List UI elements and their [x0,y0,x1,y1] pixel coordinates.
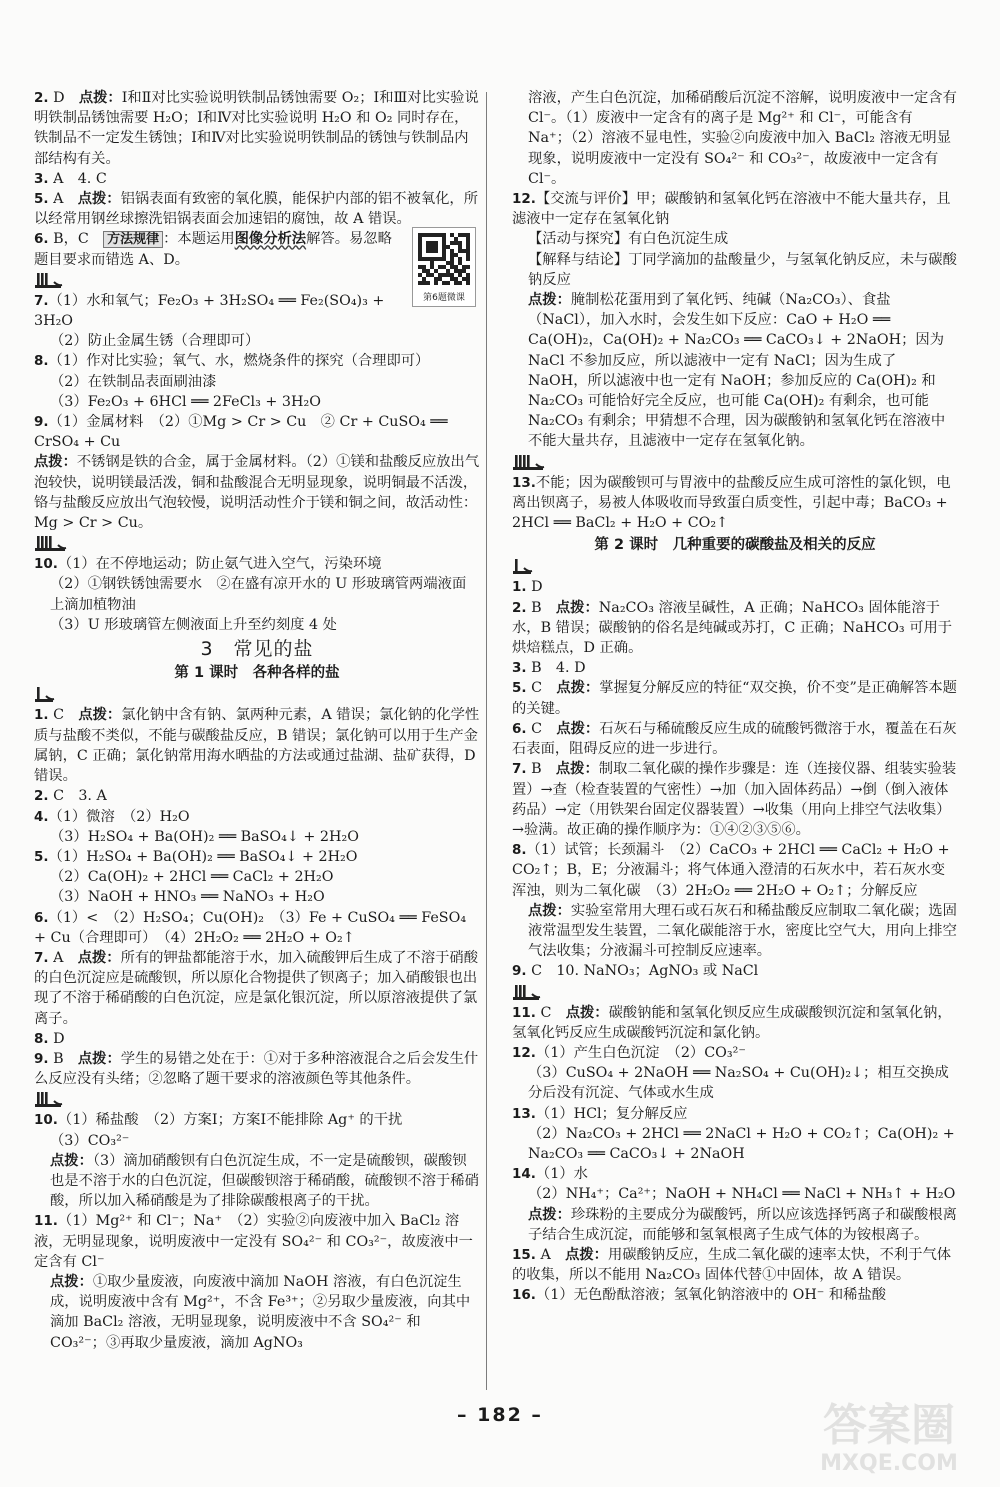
page-number: – 182 – [457,1404,543,1426]
question-number: 3. [512,660,527,677]
level-1-icon [512,557,958,577]
right-column [512,88,958,1306]
question-number: 9. [512,963,527,980]
hint-label: 点拨： [565,1246,608,1263]
question-number: 12. [512,191,536,208]
level-3-icon [34,1090,480,1110]
answer-choice: （1）在不停地运动；防止氨气进入空气，污染环境 [57,556,382,573]
question-number: 12. [512,1044,536,1061]
answer-text: 掌握复分解反应的特征“双交换，价不变”是正确解答本题的关键。 [512,680,957,717]
hint-label: 点拨： [34,454,77,471]
answer-choice: （1）水 [535,1166,588,1183]
hint-label: 点拨： [556,720,600,737]
lesson-title: 第 1 课时 各种各样的盐 [174,665,340,682]
hint-label: 点拨： [77,191,121,208]
answer-subpart: （3）CO₃²⁻ [50,1132,130,1149]
question-number: 15. [512,1246,536,1263]
answer-choice: （1）试管；长颈漏斗 （2）CaCO₃ + 2HCl ══ CaCl₂ + H₂O + CO₂↑；B，E；分液漏斗；将气体通入澄清的石灰水中，若石灰水变浑浊，则为二氧化碳 （3）2H₂O₂ ══ 2H₂O + O₂↑；分解反应 [512,842,950,899]
answer-choice: A [48,170,78,187]
answer-text: 用碳酸钠反应，生成二氧化碳的速率太快，不利于气体的收集，所以不能用 Na₂CO₃ 固体代替①中固体，故 A 错误。 [512,1246,952,1284]
answer-item [34,847,480,867]
question-number: 14. [512,1166,536,1183]
answer-item [34,88,480,169]
level-3-icon [512,983,958,1003]
answer-item [512,658,958,678]
answer-choice: C [526,963,557,980]
answer-text: 解答。易忽略题目要求而错选 A、D。 [34,231,392,268]
answer-text: 4. C [77,170,107,187]
answer-item [34,554,480,574]
level-1-icon [34,685,480,705]
question-number: 8. [34,353,49,370]
question-number: 5. [512,680,527,697]
answer-text: 所有的钾盐都能溶于水，加入硫酸钾后生成了不溶于硝酸的白色沉淀应是硫酸钡，所以原化合物提供了钡离子；加入硝酸银也出现了不溶于稀硝酸的白色沉淀，应是氯化银沉淀，所以原溶液提供了氯离子。 [34,949,479,1027]
hint-label: 点拨： [50,1273,93,1290]
answer-subpart: 【活动与探究】有白色沉淀生成 [528,231,729,248]
answer-item [34,189,480,229]
answer-subpart: （2）①钢铁锈蚀需要水 ②在盛有凉开水的 U 形玻璃管两端液面上滴加植物油 [50,576,467,613]
answer-subpart: （2）Na₂CO₃ + 2HCl ══ 2NaCl + H₂O + CO₂↑；Ca(OH)₂ + Na₂CO₃ ══ CaCO₃↓ + 2NaOH [528,1125,955,1162]
answer-choice: （1）Mg²⁺ 和 Cl⁻；Na⁺ （2）实验②向废液中加入 BaCl₂ 溶液，无明显现象，说明废液中一定没有 SO₄²⁻ 和 CO₃²⁻，故废液中一定含有 Cl⁻ [34,1213,473,1270]
watermark-logo [794,1390,984,1478]
answer-item [34,705,480,786]
answer-choice: （1）金属材料 （2）①Mg > Cr > Cu ② Cr + CuSO₄ ══ CrSO₄ + Cu [34,414,448,451]
question-number: 6. [34,231,49,248]
answer-item [512,1285,958,1305]
answer-text: ：本题运用 [163,231,235,248]
lesson-title: 第 2 课时 几种重要的碳酸盐及相关的反应 [594,537,876,554]
answer-item [34,169,480,189]
answer-text: 制取二氧化碳的操作步骤是：连（连接仪器、组装实验装置）→查（检查装置的气密性）→加（加入固体药品）→倒（倒入液体药品）→定（用铁架台固定仪器装置）→收集（用向上排空气法收集）→验满。故正确的操作顺序为：①④②③⑤⑥。 [512,761,957,838]
answer-explanation [512,1205,958,1245]
answer-choice: C [535,1004,566,1021]
qr-caption: 第6题微课 [423,293,465,304]
answer-choice: （1）H₂SO₄ + Ba(OH)₂ ══ BaSO₄↓ + 2H₂O [48,848,358,865]
hint-label: 点拨： [528,292,571,309]
question-number: 8. [34,1030,49,1047]
answer-item [512,678,958,718]
answer-text: （3）滴加硝酸钡有白色沉淀生成，不一定是硫酸钡，碳酸钡也是不溶于水的白色沉淀，但碳酸钡溶于稀硝酸，硫酸钡不溶于稀硝酸，所以加入稀硝酸是为了排除碳酸根离子的干扰。 [50,1152,479,1210]
left-column [34,88,480,1353]
answer-choice: B [526,761,556,778]
question-number: 10. [34,556,58,573]
answer-item [512,473,958,534]
answer-choice: （1）< （2）H₂SO₄；Cu(OH)₂ （3）Fe + CuSO₄ ══ FeSO₄ + Cu（合理即可） （4）2H₂O₂ ══ 2H₂O + O₂↑ [34,909,467,946]
answer-choice: B [526,599,556,616]
qr-code-image[interactable] [412,227,476,307]
answer-subpart: （2）在铁制品表面刷油漆 [50,373,217,390]
answer-explanation [34,1151,480,1212]
hint-label: 点拨： [78,707,122,724]
answer-subpart: （3）H₂SO₄ + Ba(OH)₂ ══ BaSO₄↓ + 2H₂O [50,828,359,845]
question-number: 5. [34,848,49,865]
answer-choice: D [526,579,543,596]
method-tag: 方法规律 [103,231,163,248]
answer-item [34,1049,480,1089]
answer-text: 不锈钢是铁的合金，属于金属材料。（2）①镁和盐酸反应放出气泡较快，说明镁最活泼，铜和盐酸混合无明显现象，说明铜最不活泼，铬与盐酸反应放出气泡较慢，说明活动性介于镁和铜之间，故活动性：Mg > Cr > Cu。 [34,454,480,532]
hint-label: 点拨： [77,1050,121,1067]
watermark-text: 答案圈 [823,1400,955,1451]
answer-item [34,1211,480,1272]
question-number: 6. [34,909,49,926]
answer-item [512,1245,958,1285]
answer-choice: （1）稀盐酸 （2）方案Ⅰ；方案Ⅰ不能排除 Ag⁺ 的干扰 [57,1112,403,1129]
question-number: 3. [34,170,49,187]
question-number: 13. [512,1105,536,1122]
question-number: 13. [512,474,536,491]
answer-choice: B [48,1050,78,1067]
answer-explanation [512,290,958,452]
answer-choice: 【交流与评价】甲；碳酸钠和氢氧化钙在溶液中不能大量共存，且滤液中一定存在氢氧化钠 [512,191,951,228]
column-divider [486,92,487,1390]
answer-item [512,759,958,840]
answer-item [512,961,958,981]
answer-text: 4. D [555,660,586,677]
answer-item [512,1003,958,1043]
answer-item [34,229,480,304]
answer-choice: D [48,1030,65,1047]
watermark-sub: MXQE.COM [820,1451,958,1476]
answer-item [34,412,480,452]
answer-text: 10. NaNO₃；AgNO₃ 或 NaCl [556,963,759,980]
method-name: 图像分析法 [234,231,307,248]
answer-text: Ⅰ和Ⅱ对比实验说明铁制品锈蚀需要 O₂；Ⅰ和Ⅲ对比实验说明铁制品锈蚀需要 H₂O；Ⅰ和Ⅳ对比实验说明 H₂O 和 O₂ 同时存在，铁制品不一定发生锈蚀；Ⅰ和Ⅳ对比实验说明铁制品的锈蚀与铁制品内部结构有关。 [34,90,479,167]
answer-text: 溶液，产生白色沉淀，加稀硝酸后沉淀不溶解，说明废液中一定含有 Cl⁻。（1）废液中一定含有的离子是 Mg²⁺ 和 Cl⁻，可能含有 Na⁺；（2）溶液不显电性，实验②向废液中加入 BaCl₂ 溶液无明显现象，说明废液中一定没有 SO₄²⁻ 和 CO₃²⁻，故废液中一定含有 Cl⁻。 [528,90,957,187]
answer-item [512,840,958,901]
question-number: 1. [512,579,527,596]
question-number: 11. [34,1213,58,1230]
answer-text: 珍珠粉的主要成分为碳酸钙，所以应该选择钙离子和碳酸根离子结合生成沉淀，而能够和氢氧根离子生成气体的为铵根离子。 [528,1206,957,1243]
answer-subpart: （2）Ca(OH)₂ + 2HCl ══ CaCl₂ + 2H₂O [50,869,334,886]
question-number: 2. [34,90,49,106]
hint-label: 点拨： [565,1004,609,1021]
hint-label: 点拨： [528,902,571,919]
answer-item [512,1164,958,1184]
answer-choice: （1）微溶 （2）H₂O [48,808,190,825]
hint-label: 点拨： [556,680,600,697]
answer-text: 3. A [78,788,107,805]
answer-choice: D [48,90,79,106]
question-number: 7. [512,761,527,778]
level-4-icon [34,534,480,554]
answer-subpart: （3）CuSO₄ + 2NaOH ══ Na₂SO₄ + Cu(OH)₂↓；相互交换成分后没有沉淀、气体或水生成 [528,1065,949,1102]
answer-choice: 不能；因为碳酸钡可与胃液中的盐酸反应生成可溶性的氯化钡，电离出钡离子，易被人体吸收而导致蛋白质变性，引起中毒；BaCO₃ + 2HCl ══ BaCl₂ + H₂O + CO₂↑ [512,474,951,532]
answer-item [512,577,958,597]
answer-choice: B [526,660,556,677]
answer-choice: （1）无色酚酞溶液；氢氧化钠溶液中的 OH⁻ 和稀盐酸 [535,1287,887,1304]
answer-text: ①取少量废液，向废液中滴加 NaOH 溶液，有白色沉淀生成，说明废液中含有 Mg²⁺，不含 Fe³⁺；②另取少量废液，向其中滴加 BaCl₂ 溶液，无明显现象，说明废液中不含 SO₄²⁻ 和 CO₃²⁻；③再取少量废液，滴加 AgNO₃ [50,1273,471,1351]
answer-item [512,1043,958,1063]
answer-choice: C [48,707,79,724]
level-4-icon [512,453,958,473]
answer-item [512,598,958,659]
answer-item [34,1110,480,1130]
question-number: 4. [34,808,49,825]
answer-choice: B，C [48,231,104,248]
answer-subpart: （3）NaOH + HNO₃ ══ NaNO₃ + H₂O [50,889,325,906]
answer-choice: （1）水和氧气；Fe₂O₃ + 3H₂SO₄ ══ Fe₂(SO₄)₃ + 3H₂O [34,292,385,330]
answer-item [34,807,480,827]
question-number: 1. [34,707,49,724]
section-title: 3 常见的盐 [200,638,314,661]
answer-item [34,452,480,533]
question-number: 2. [34,788,49,805]
question-number: 16. [512,1287,536,1304]
answer-explanation [512,901,958,962]
answer-choice: C [526,720,557,737]
answer-choice: C [526,680,557,697]
answer-item [34,351,480,371]
question-number: 9. [34,414,49,431]
question-number: 10. [34,1112,58,1129]
answer-item [34,1029,480,1049]
answer-choice: A [535,1246,566,1263]
answer-text: 实验室常用大理石或石灰石和稀盐酸反应制取二氧化碳；选固液常温型发生装置，二氧化碳能溶于水，密度比空气大，用向上排空气法收集；分液漏斗可控制反应速率。 [528,902,957,960]
answer-choice: （1）产生白色沉淀 （2）CO₃²⁻ [535,1044,746,1061]
answer-item [512,719,958,759]
hint-label: 点拨： [555,761,599,778]
question-number: 7. [34,949,49,966]
answer-item [34,786,480,806]
answer-subpart: 【解释与结论】丁同学滴加的盐酸量少，与氢氧化钠反应，未与碳酸钠反应 [528,251,957,288]
answer-subpart: （3）Fe₂O₃ + 6HCl ══ 2FeCl₃ + 3H₂O [50,393,321,410]
question-number: 8. [512,842,527,859]
answer-text: 石灰石与稀硫酸反应生成的硫酸钙微溶于水，覆盖在石灰石表面，阻碍反应的进一步进行。 [512,720,957,758]
hint-label: 点拨： [77,949,121,966]
question-number: 7. [34,292,49,309]
answer-choice: A [48,191,78,208]
answer-text: 铝锅表面有致密的氧化膜，能保护内部的铝不被氧化，所以经常用钢丝球擦洗铝锅表面会加速铝的腐蚀，故 A 错误。 [34,191,479,228]
answer-text: 学生的易错之处在于：①对于多种溶液混合之后会发生什么反应没有头绪；②忽略了题干要求的溶液颜色等其他条件。 [34,1050,479,1088]
answer-text: Na₂CO₃ 溶液呈碱性，A 正确；NaHCO₃ 固体能溶于水，B 错误；碳酸钠的俗名是纯碱或苏打，C 正确；NaHCO₃ 可用于烘焙糕点，D 正确。 [512,599,953,657]
answer-text: 氯化钠中含有钠、氯两种元素，A 错误；氯化钠的化学性质与盐酸不类似，不能与碳酸盐反应，B 错误；氯化钠可以用于生产金属钠，C 正确；氯化钠常用海水晒盐的方法或通过盐湖、盐矿获得，D 错误。 [34,707,480,785]
answer-choice: （1）HCl；复分解反应 [535,1105,688,1122]
answer-explanation [34,1272,480,1353]
hint-label: 点拨： [528,1206,571,1223]
answer-item [34,908,480,948]
question-number: 6. [512,720,527,737]
answer-choice: A [48,949,78,966]
answer-choice: C [48,788,79,805]
question-number: 5. [34,191,49,208]
answer-text: 腌制松花蛋用到了氧化钙、纯碱（Na₂CO₃）、食盐（NaCl），加入水时，会发生如下反应：CaO + H₂O ══ Ca(OH)₂，Ca(OH)₂ + Na₂CO₃ ══ CaCO₃↓ + 2NaOH；因为 NaCl 不参加反应，所以滤液中一定有 NaCl；因为生成了 NaOH，所以滤液中也一定有 NaOH；参加反应的 Ca(OH)₂ 和 Na₂CO₃ 可能恰好完全反应，也可能 Ca(OH)₂ 有剩余，也可能 Na₂CO₃ 有剩余；甲猜想不合理，因为碳酸钠和氢氧化钙在溶液中不能大量共存，且滤液中一定存在氢氧化钠。 [528,292,946,450]
hint-label: 点拨： [50,1152,93,1169]
answer-text: 碳酸钠能和氢氧化钡反应生成碳酸钡沉淀和氢氧化钠，氢氧化钙反应生成碳酸钙沉淀和氯化钠。 [512,1004,952,1041]
question-number: 11. [512,1004,536,1021]
qr-code-icon [413,228,475,292]
answer-item [34,948,480,1029]
answer-subpart: （2）防止金属生锈（合理即可） [50,333,260,350]
hint-label: 点拨： [78,90,122,106]
answer-subpart: （3）U 形玻璃管左侧液面上升至约刻度 4 处 [50,616,337,633]
answer-item [512,189,958,229]
answer-explanation [512,88,958,189]
answer-choice: （1）作对比实验；氧气、水，燃烧条件的探究（合理即可） [48,353,430,370]
question-number: 2. [512,599,527,616]
answer-item [512,1104,958,1124]
hint-label: 点拨： [555,599,599,616]
answer-subpart: （2）NH₄⁺；Ca²⁺；NaOH + NH₄Cl ══ NaCl + NH₃↑ + H₂O [528,1186,956,1203]
question-number: 9. [34,1050,49,1067]
